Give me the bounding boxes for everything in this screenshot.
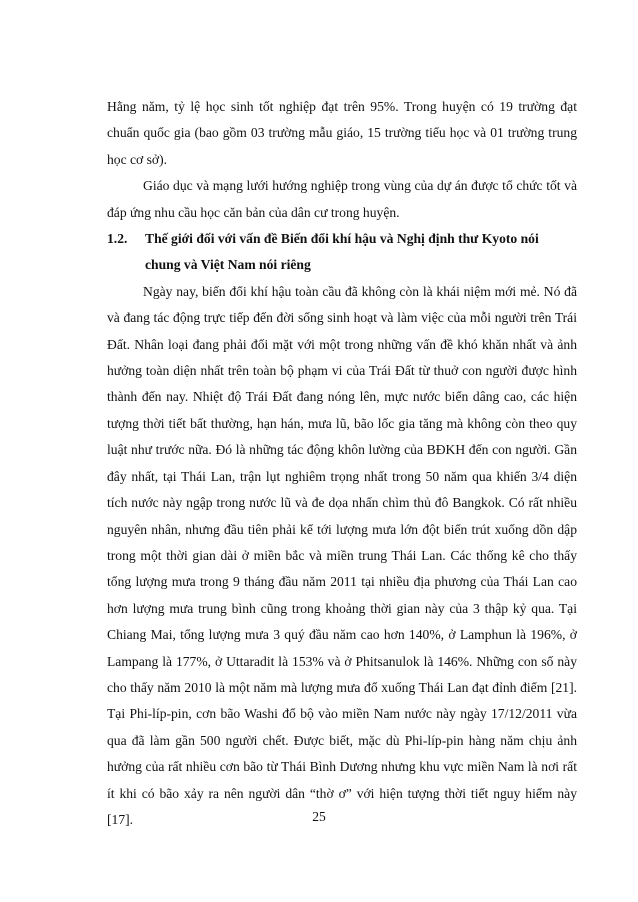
page-content — [107, 94, 577, 833]
section-number: 1.2. — [107, 231, 128, 247]
paragraph-climate-change: Ngày nay, biến đổi khí hậu toàn cầu đã không còn là khái niệm mới mẻ. Nó đã và đang tác động trực tiếp đến đời sống sinh hoạt và làm việc của mỗi người trên Trái Đất. Nhân loại đang phải đối mặt với một trong những vấn đề khó khăn nhất và ảnh hưởng toàn diện nhất trên toàn bộ phạm vi của Trái Đất từ thuở con người được hình thành đến nay. Nhiệt độ Trái Đất đang nóng lên, mực nước biển dâng cao, các hiện tượng thời tiết bất thường, hạn hán, mưa lũ, bão lốc gia tăng mà không còn theo quy luật như trước nữa. Đó là những tác động khôn lường của BĐKH đến con người. Gần đây nhất, tại Thái Lan, trận lụt nghiêm trọng nhất trong 50 năm qua khiến 3/4 diện tích nước này ngập trong nước lũ và đe dọa nhấn chìm thủ đô Bangkok. Có rất nhiều nguyên nhân, nhưng đầu tiên phải kể tới lượng mưa lớn đột biến trút xuống dồn dập trong một thời gian dài ở miền bắc và miền trung Thái Lan. Các thống kê cho thấy tổng lượng mưa trong 9 tháng đầu năm 2011 tại nhiều địa phương của Thái Lan cao hơn lượng mưa trung bình cũng trong khoảng thời gian này của 3 thập kỷ qua. Tại Chiang Mai, tổng lượng mưa 3 quý đầu năm cao hơn 140%, ở Lamphun là 196%, ở Lampang là 177%, ở Uttaradit là 153% và ở Phitsanulok là 146%. Những con số này cho thấy năm 2010 là một năm mà lượng mưa đổ xuống Thái Lan đạt đỉnh điểm [21]. Tại Phi-líp-pin, cơn bão Washi đổ bộ vào miền Nam nước này ngày 17/12/2011 vừa qua đã làm gần 500 người chết. Được biết, mặc dù Phi-líp-pin hàng năm chịu ảnh hưởng của rất nhiều cơn bão từ Thái Bình Dương nhưng khu vực miền Nam là nơi rất ít khi có bão xảy ra nên người dân “thờ ơ” với hiện tượng thời tiết nguy hiểm này [17]. — [107, 283, 577, 827]
section-title: Thế giới đối với vấn đề Biến đổi khí hậu và Nghị định thư Kyoto nói chung và Việt Nam nói riêng — [145, 231, 539, 273]
paragraph-education-stats: Hằng năm, tỷ lệ học sinh tốt nghiệp đạt trên 95%. Trong huyện có 19 trường đạt chuẩn quốc gia (bao gồm 03 trường mẫu giáo, 15 trường tiểu học và 01 trường trung học cơ sở). — [107, 99, 577, 167]
section-heading — [107, 226, 577, 279]
page-number: 25 — [312, 809, 326, 824]
paragraph-education-network: Giáo dục và mạng lưới hướng nghiệp trong vùng của dự án được tổ chức tốt và đáp ứng nhu cầu học căn bản của dân cư trong huyện. — [107, 178, 577, 220]
